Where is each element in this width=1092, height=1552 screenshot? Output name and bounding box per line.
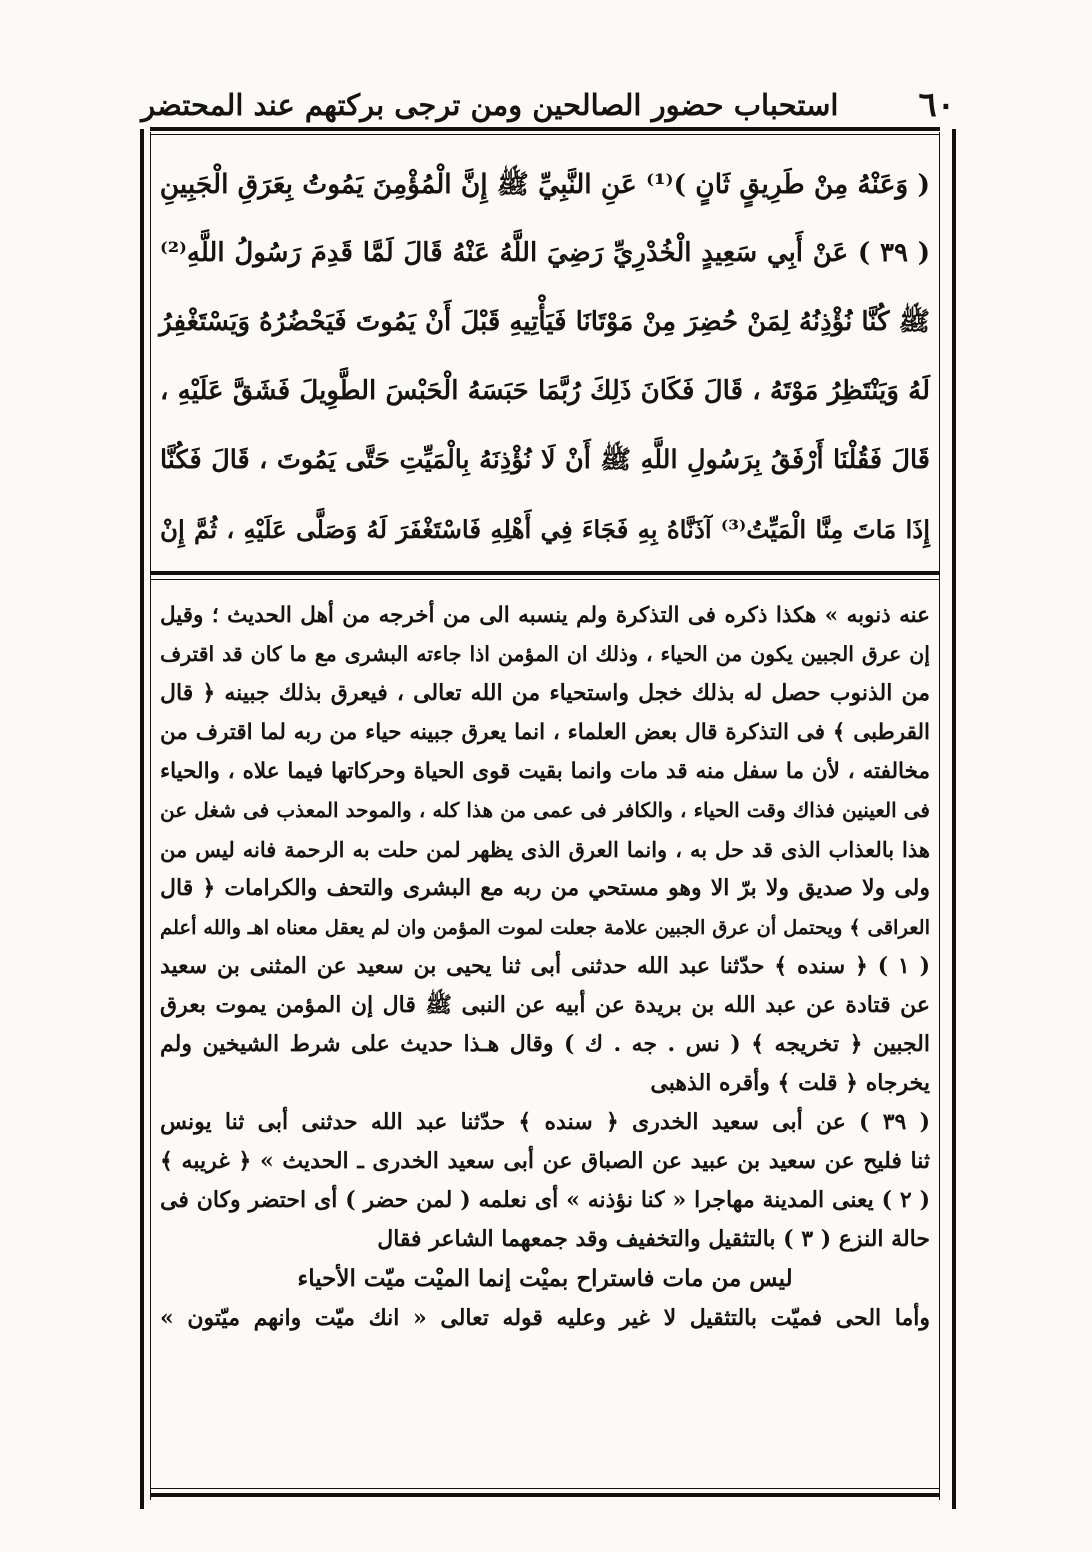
- footnote-line: فى العينين فذاك وقت الحياء ، والكافر فى عمى من هذا كله ، والموحد المعذب فى شغل عن: [160, 798, 930, 822]
- footnote-line: عنه ذنوبه » هكذا ذكره فى التذكرة ولم ينسبه الى من أخرجه من أهل الحديث ؛ وقيل: [160, 603, 930, 628]
- footnote-line: من الذنوب حصل له بذلك خجل واستحياء من الله تعالى ، فيعرق بذلك جبينه ﴿ قال: [160, 680, 930, 706]
- main-text-line: قَالَ فَقُلْنَا أَرْفَقُ بِرَسُولِ اللَّهِ ﷺ أَنْ لَا نُؤْذِنَهُ بِالْمَيِّتِ حَتَّى يَمُوتَ ، قَالَ فَكُنَّا: [160, 445, 930, 475]
- footnote-line: ( ١ ) ﴿ سنده ﴾ حدّثنا عبد الله حدثنى أبى ثنا يحيى بن سعيد عن المثنى بن سعيد: [160, 953, 930, 979]
- poetry-verse: ليس من مات فاستراح بميْت إنما الميْت ميّت الأحياء: [297, 1265, 793, 1292]
- bottom-rule: [150, 1493, 940, 1497]
- top-rule: [150, 127, 940, 131]
- footnote-line: وأما الحى فميّت بالتثقيل لا غير وعليه قوله تعالى « انك ميّت وانهم ميّتون »: [160, 1305, 930, 1331]
- footnote-line: حالة النزع ( ٣ ) بالتثقيل والتخفيف وقد جمعهما الشاعر فقال: [377, 1226, 930, 1252]
- top-rule-thin: [150, 134, 940, 135]
- footnote-line: ثنا فليح عن سعيد بن عبيد عن الصباق عن أبى سعيد الخدرى ـ الحديث » ﴿ غريبه ﴾: [160, 1148, 930, 1174]
- footnote-line: هذا بالعذاب الذى قد حل به ، وانما العرق الذى يظهر لمن حلت به الرحمة فانه ليس من: [160, 837, 930, 862]
- page-header: [140, 82, 955, 128]
- footnote-line: القرطبى ﴾ فى التذكرة قال بعض العلماء ، انما يعرق جبينه حياء من ربه لما اقترف من: [160, 720, 930, 745]
- main-text-line: لَهُ وَيَنْتَظِرُ مَوْتَهُ ، قَالَ فَكَانَ ذَلِكَ رُبَّمَا حَبَسَهُ الْحَبْسَ الطَّوِيلَ فَشَقَّ عَلَيْهِ ،: [160, 376, 930, 406]
- main-text-line: ( وَعَنْهُ مِنْ طَرِيقٍ ثَانٍ )⁽¹⁾ عَنِ النَّبِيِّ ﷺ إِنَّ الْمُؤْمِنَ يَمُوتُ بِعَرَقِ الْجَبِينِ: [159, 169, 930, 200]
- footnote-line: ( ٣٩ ) عن أبى سعيد الخدرى ﴿ سنده ﴾ حدّثنا عبد الله حدثنى أبى ثنا يونس: [160, 1109, 930, 1135]
- separator-rule-thin: [150, 579, 940, 580]
- running-title: استحباب حضور الصالحين ومن ترجى بركتهم عند المحتضر: [141, 88, 839, 122]
- main-text-line: ( ٣٩ ) عَنْ أَبِي سَعِيدٍ الْخُدْرِيِّ رَضِيَ اللَّهُ عَنْهُ قَالَ لَمَّا قَدِمَ رَسُولُ اللَّهِ⁽²⁾: [160, 238, 931, 268]
- main-text: [160, 150, 930, 564]
- footnote-line: ولى ولا صديق ولا برّ الا وهو مستحي من ربه مع البشرى والتحف والكرامات ﴿ قال: [160, 875, 930, 901]
- footnote-line: ( ٢ ) يعنى المدينة مهاجرا « كنا نؤذنه » أى نعلمه ( لمن حضر ) أى احتضر وكان فى: [160, 1187, 930, 1213]
- separator-rule: [150, 571, 940, 575]
- footnote-line: مخالفته ، لأن ما سفل منه قد مات وانما بقيت قوى الحياة وحركاتها فيما علاه ، والحياء: [160, 759, 930, 784]
- main-text-line: إِذَا مَاتَ مِنَّا الْمَيِّتُ⁽³⁾ آذَنَّاهُ بِهِ فَجَاءَ فِي أَهْلِهِ فَاسْتَغْفَرَ لَهُ وَصَلَّى عَلَيْهِ ، ثُمَّ إِنْ: [160, 515, 930, 544]
- bottom-rule-thin: [150, 1488, 940, 1489]
- footnote-line: عن قتادة عن عبد الله بن بريدة عن أبيه عن النبى ﷺ قال إن المؤمن يموت بعرق: [160, 992, 930, 1018]
- main-text-line: ﷺ كُنَّا نُؤْذِنُهُ لِمَنْ حُضِرَ مِنْ مَوْتَانَا فَيَأْتِيهِ قَبْلَ أَنْ يَمُوتَ فَيَحْضُرُهُ وَيَسْتَغْفِرُ: [159, 307, 930, 337]
- page-number: ٦٠: [918, 85, 955, 125]
- footnote-line: يخرجاه ﴿ قلت ﴾ وأقره الذهبى: [650, 1070, 930, 1096]
- footnote-line: إن عرق الجبين يكون من الحياء ، وذلك ان المؤمن اذا جاءته البشرى مع ما كان قد اقترف: [160, 642, 930, 666]
- footnote-line: الجبين ﴿ تخريجه ﴾ ( نس . جه . ك ) وقال هـذا حديث على شرط الشيخين ولم: [160, 1031, 930, 1057]
- footnotes: [160, 596, 930, 1338]
- footnote-line: العراقى ﴾ ويحتمل أن عرق الجبين علامة جعلت لموت المؤمن وان لم يعقل معناه اهـ والله أعلم: [160, 916, 930, 939]
